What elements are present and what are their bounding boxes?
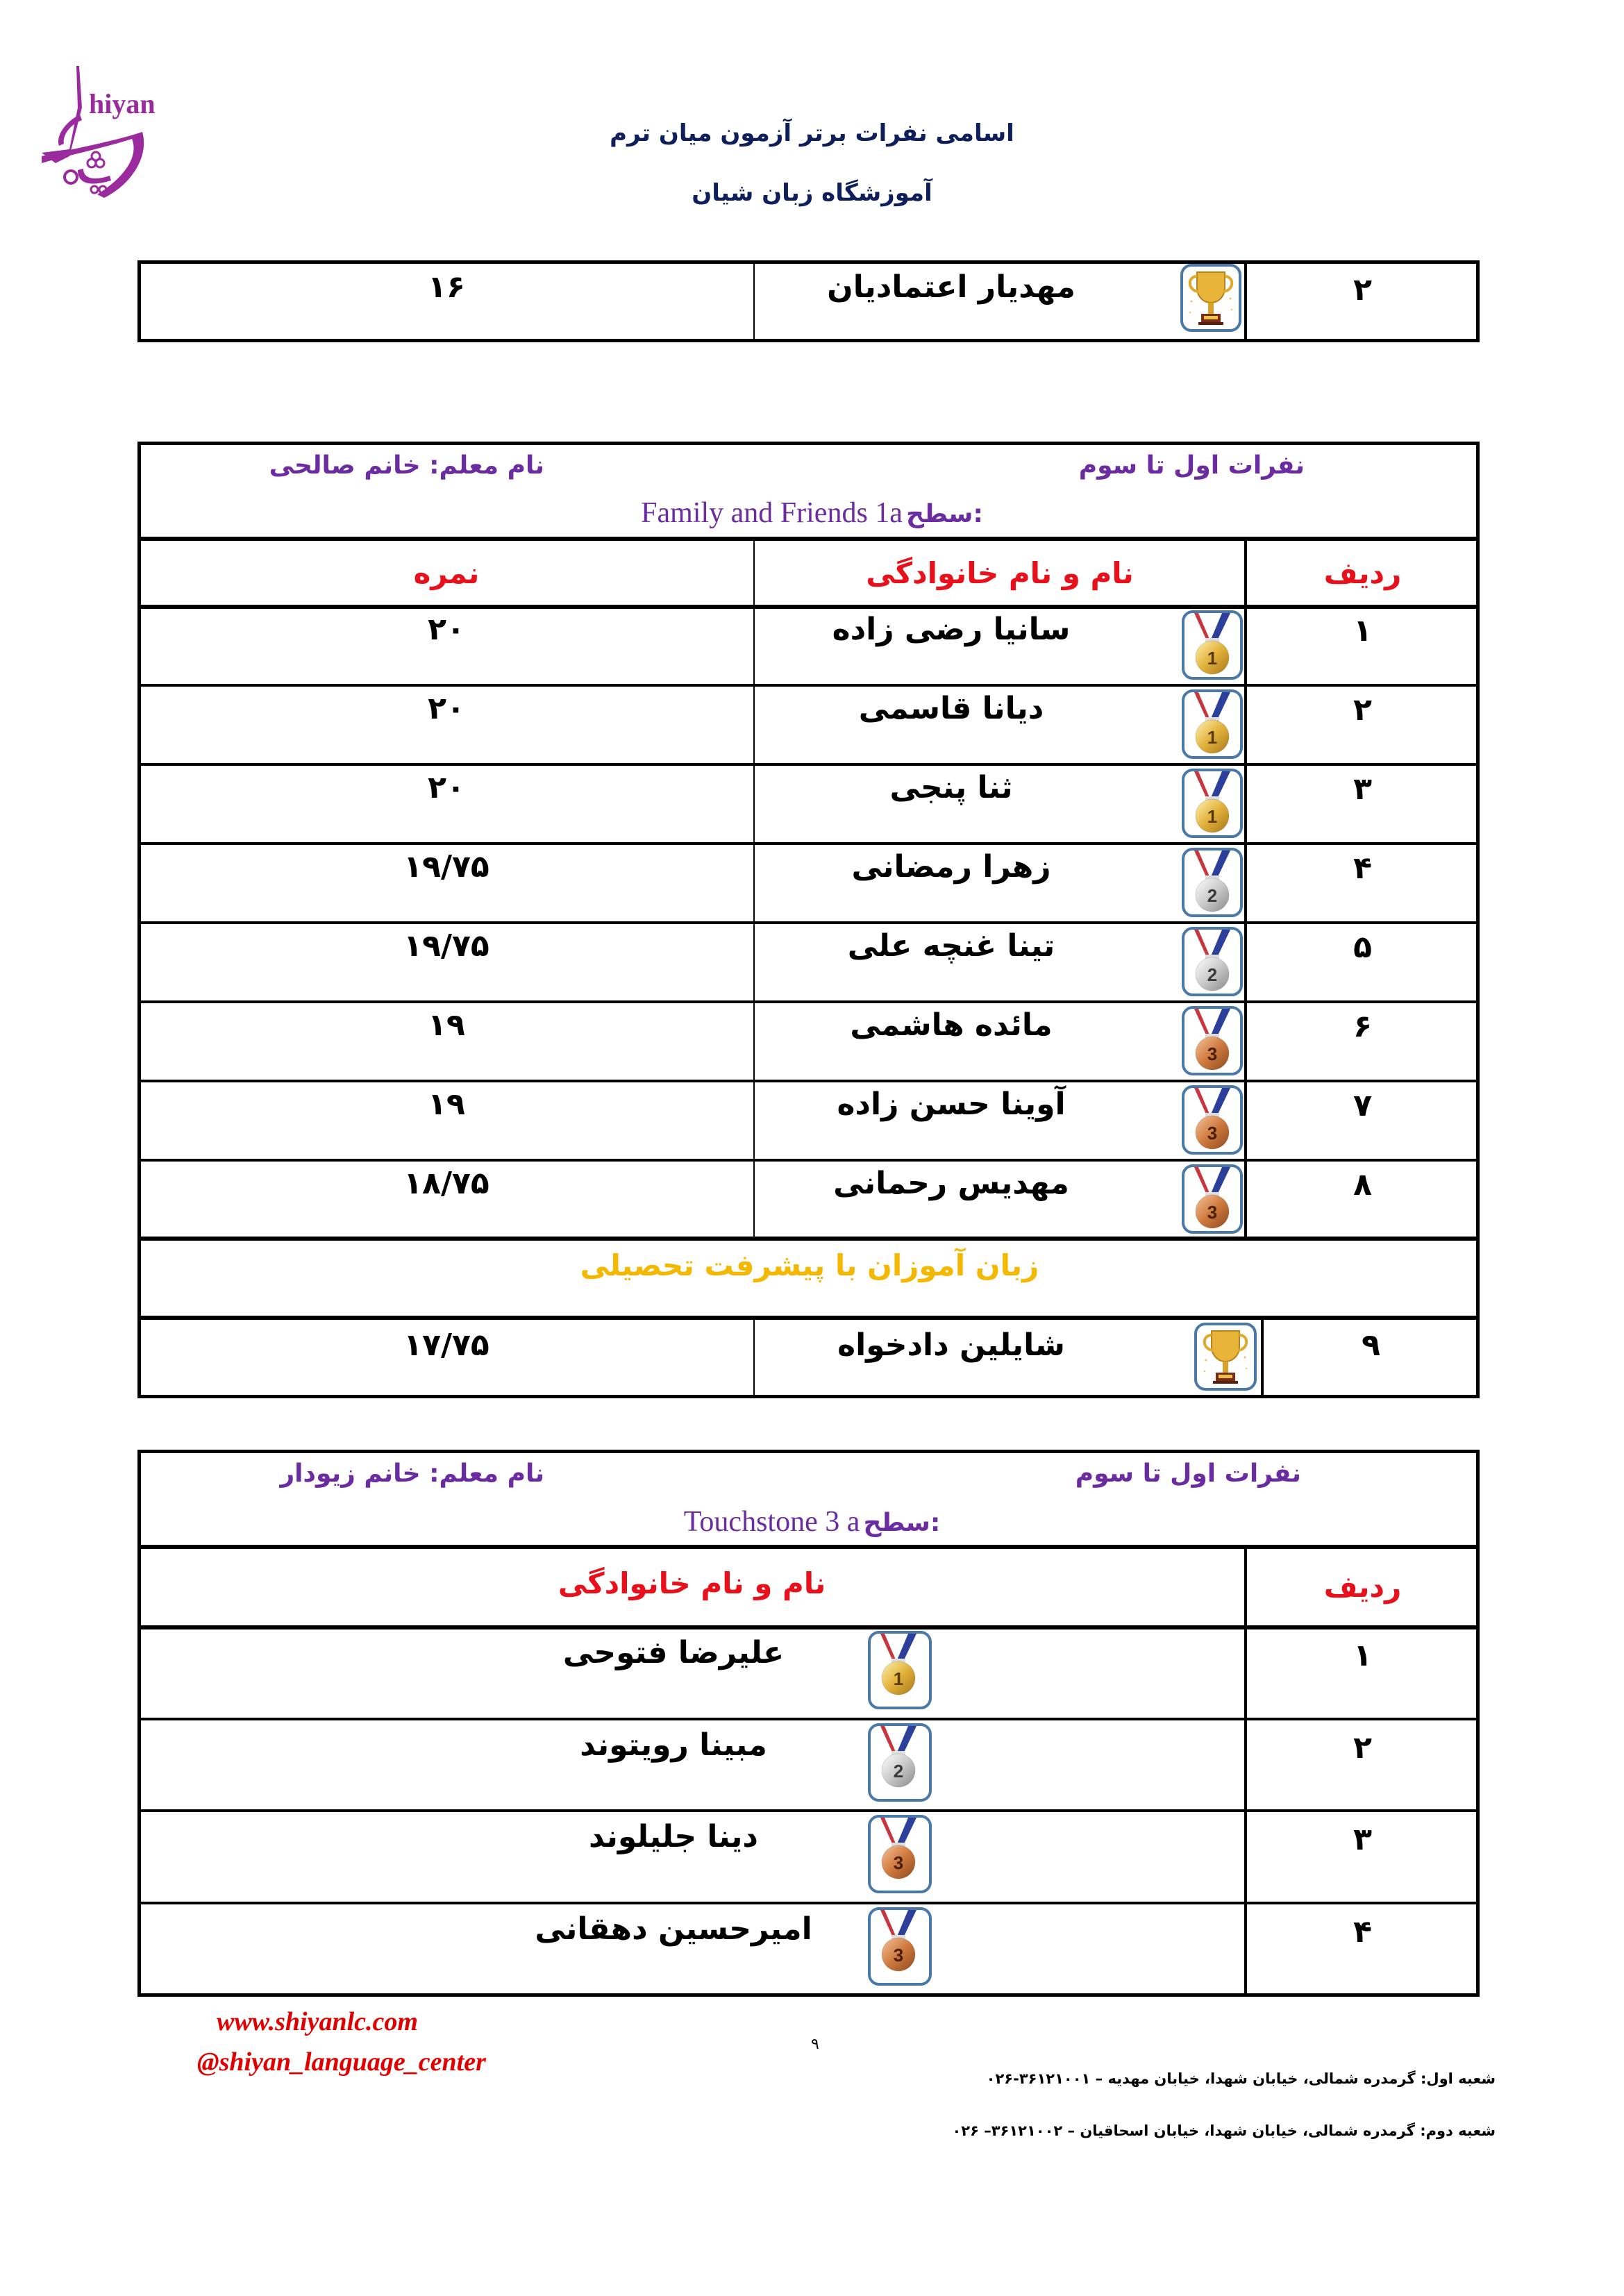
student-name: سانیا رضی زاده [832, 612, 1071, 647]
teacher-label: نام معلم: [429, 451, 544, 480]
student-score: ۱۶ [428, 269, 465, 305]
column-header-score: نمره [413, 556, 480, 590]
student-score: ۱۹ [428, 1087, 465, 1122]
level-label: سطح: [906, 500, 983, 528]
column-divider [753, 1318, 755, 1396]
row-index: ۳ [1353, 771, 1372, 807]
level-field [0, 496, 1624, 530]
student-score: ۱۷/۷۵ [403, 1327, 489, 1363]
svg-text:3: 3 [1207, 1202, 1218, 1223]
row-index: ۷ [1353, 1088, 1372, 1123]
website-link[interactable]: www.shiyanlc.com [217, 2007, 418, 2036]
svg-text:1: 1 [1207, 727, 1218, 748]
page-number: ۹ [811, 2036, 819, 2053]
svg-text:3: 3 [1207, 1123, 1218, 1143]
level-field [0, 1505, 1624, 1539]
medal-silver-icon [1182, 927, 1243, 996]
medal-silver-icon [1182, 848, 1243, 917]
svg-text:1: 1 [893, 1668, 904, 1689]
teacher-name: خانم صالحی [269, 451, 421, 480]
trophy-icon [1180, 264, 1241, 332]
branch-2-address: شعبه دوم: گرمدره شمالی، خیابان شهدا، خیابان اسحاقیان – ۳۶۱۲۱۰۰۲– ۰۲۶ [952, 2122, 1496, 2139]
trophy-icon [1194, 1323, 1257, 1391]
teacher-field [280, 1459, 544, 1488]
svg-text:3: 3 [1207, 1044, 1218, 1064]
student-name: مائده هاشمی [850, 1007, 1053, 1043]
svg-text:2: 2 [893, 1761, 904, 1782]
row-index: ۲ [1353, 692, 1372, 728]
level-label: سطح: [863, 1509, 941, 1537]
column-header-name: نام و نام خانوادگی [558, 1566, 826, 1600]
row-index: ۸ [1353, 1167, 1372, 1203]
ranks-label: نفرات اول تا سوم [1078, 451, 1305, 480]
svg-text:2: 2 [1207, 885, 1218, 906]
column-header-name: نام و نام خانوادگی [866, 556, 1134, 590]
medal-gold-icon [1182, 769, 1243, 838]
svg-text:1: 1 [1207, 648, 1218, 669]
row-index: ۱ [1353, 1638, 1372, 1673]
medal-bronze-icon [1182, 1085, 1243, 1155]
student-name: علیرضا فتوحی [562, 1635, 785, 1670]
teacher-field [269, 451, 544, 480]
row-divider [140, 1000, 1478, 1003]
student-name: دیانا قاسمی [858, 691, 1044, 726]
level-value: Family and Friends 1a [641, 497, 903, 529]
student-name: شایلین دادخواه [837, 1327, 1065, 1363]
page-title: اسامی نفرات برتر آزمون میان ترم [610, 119, 1014, 147]
medal-gold-icon [1182, 689, 1243, 759]
row-index: ۴ [1353, 1914, 1372, 1950]
instagram-handle[interactable]: @shiyan_language_center [197, 2047, 486, 2077]
column-header-index: ردیف [1323, 556, 1402, 590]
row-divider [140, 684, 1478, 687]
svg-text:2: 2 [1207, 964, 1218, 985]
medal-bronze-icon [1182, 1006, 1243, 1075]
student-score: ۲۰ [428, 691, 465, 726]
student-name: ثنا پنجی [889, 770, 1013, 805]
row-divider [140, 921, 1478, 924]
medal-silver-icon [868, 1723, 932, 1802]
column-divider [753, 262, 755, 340]
teacher-label: نام معلم: [429, 1459, 544, 1488]
row-index: ۱ [1353, 613, 1372, 648]
student-score: ۲۰ [428, 770, 465, 805]
row-divider [140, 1902, 1478, 1904]
student-score: ۱۸/۷۵ [403, 1166, 489, 1201]
student-name: دینا جلیلوند [588, 1819, 759, 1854]
row-divider [140, 1809, 1478, 1812]
level-value: Touchstone 3 a [683, 1506, 860, 1538]
svg-text:3: 3 [893, 1852, 904, 1873]
row-index: ۹ [1362, 1327, 1380, 1363]
student-score: ۱۹ [428, 1007, 465, 1043]
student-name: امیرحسین دهقانی [535, 1911, 812, 1947]
medal-gold-icon [868, 1631, 932, 1709]
medal-bronze-icon [1182, 1164, 1243, 1234]
medal-gold-icon [1182, 610, 1243, 680]
column-header-index: ردیف [1323, 1569, 1402, 1604]
student-name: تینا غنچه علی [847, 928, 1055, 964]
page-subtitle: آموزشگاه زبان شیان [692, 179, 932, 207]
column-divider [753, 539, 755, 1239]
row-index: ۳ [1353, 1822, 1372, 1857]
row-divider [140, 763, 1478, 766]
student-name: مهدیس رحمانی [833, 1166, 1069, 1201]
student-name: مبینا رویتوند [580, 1727, 767, 1763]
student-name: آوینا حسن زاده [837, 1087, 1066, 1122]
student-name: زهرا رمضانی [851, 849, 1051, 885]
row-divider [140, 1159, 1478, 1162]
teacher-name: خانم زیودار [280, 1459, 421, 1488]
row-divider [140, 1718, 1478, 1720]
row-divider [140, 842, 1478, 845]
row-index: ۲ [1353, 1730, 1372, 1766]
row-index: ۶ [1353, 1009, 1372, 1044]
student-score: ۲۰ [428, 612, 465, 647]
row-divider [140, 1080, 1478, 1082]
medal-bronze-icon [868, 1907, 932, 1986]
progress-title: زبان آموزان با پیشرفت تحصیلی [580, 1248, 1039, 1282]
svg-text:3: 3 [893, 1945, 904, 1966]
branch-1-address: شعبه اول: گرمدره شمالی، خیابان شهدا، خیابان مهدیه – ۳۶۱۲۱۰۰۱-۰۲۶ [986, 2070, 1496, 2087]
svg-text:hiyan: hiyan [89, 88, 156, 119]
ranks-label: نفرات اول تا سوم [1075, 1459, 1301, 1488]
row-index: ۵ [1353, 930, 1372, 965]
student-score: ۱۹/۷۵ [403, 849, 489, 885]
svg-text:1: 1 [1207, 806, 1218, 827]
row-index: ۲ [1353, 272, 1372, 308]
student-score: ۱۹/۷۵ [403, 928, 489, 964]
student-name: مهدیار اعتمادیان [827, 269, 1075, 305]
row-index: ۴ [1353, 850, 1372, 886]
medal-bronze-icon [868, 1815, 932, 1893]
